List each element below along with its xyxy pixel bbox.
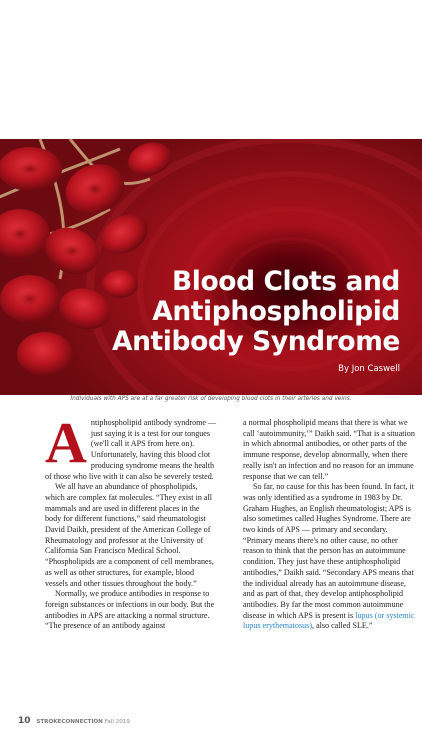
image-caption: Individuals with APS are at a far greater risk of developing blood clots in their arteries and veins. — [70, 396, 352, 402]
lupus-link[interactable]: lupus (or systemic lupus erythematosus) — [243, 610, 415, 631]
paragraph-text: , also called SLE.” — [312, 621, 373, 631]
page-footer — [18, 716, 130, 726]
paragraph-text: ntiphospholipid antibody syndrome — just saying it is a test for our tongues (we'll call it APS from here on). Unfortunately, having this blood clot producing syndrome means the health of those who live with it can also be severely tested. — [45, 418, 217, 481]
paragraph: Normally, we produce antibodies in response to foreign substances or infections in our body. But the antibodies in APS are attacking a normal structure. “The presence of an antibody against — [45, 589, 215, 631]
paragraph-text: So far, no cause for this has been found. In fact, it was only identified as a syndrome in 1983 by Dr. Graham Hughes, an English rheumatologist; APS is also sometimes called Hughes Syndrome. There are two kinds of APS — primary and secondary. “Primary means there's no other cause, no other reason to think that the person has an autoimmune condition. They just have these antiphospholipid antibodies,” Daikh said. “Secondary APS means that the individual already has an autoimmune disease, and as part of that, they develop antiphospholipid antibodies. By far the most common autoimmune disease in which APS is present is — [243, 482, 415, 620]
article-title: Blood Clots and Antiphospholipid Antibody Syndrome — [111, 266, 400, 357]
drop-cap: A — [45, 410, 87, 475]
article-byline: By Jon Caswell — [338, 364, 400, 374]
article-column-left — [45, 410, 217, 632]
paragraph: a normal phospholipid means that there is what we call ‘autoimmunity,’” Daikh said. “That is a situation in which abnormal antibodies, or other parts of the immune response, develop abnormally, when there really isn't an infection and no reason for an immune response that we can tell.” — [243, 418, 415, 481]
magazine-name: STROKECONNECTION — [36, 719, 103, 725]
issue-label: Fall 2019 — [104, 719, 130, 725]
paragraph — [243, 482, 415, 632]
page-number: 10 — [18, 716, 31, 726]
hero-image — [0, 139, 422, 395]
paragraph — [45, 410, 217, 482]
paragraph: We all have an abundance of phospholipids, which are complex fat molecules. “They exist in all mammals and are used in different places in the body for different functions,” said rheumatologist David Daikh, president of the American College of Rheumatology and professor at the University of California San Francisco Medical School. “Phospholipids are a component of cell membranes, as well as other structures, for example, blood vessels and other tissues throughout the body.” — [45, 482, 214, 588]
article-column-right — [243, 418, 415, 632]
